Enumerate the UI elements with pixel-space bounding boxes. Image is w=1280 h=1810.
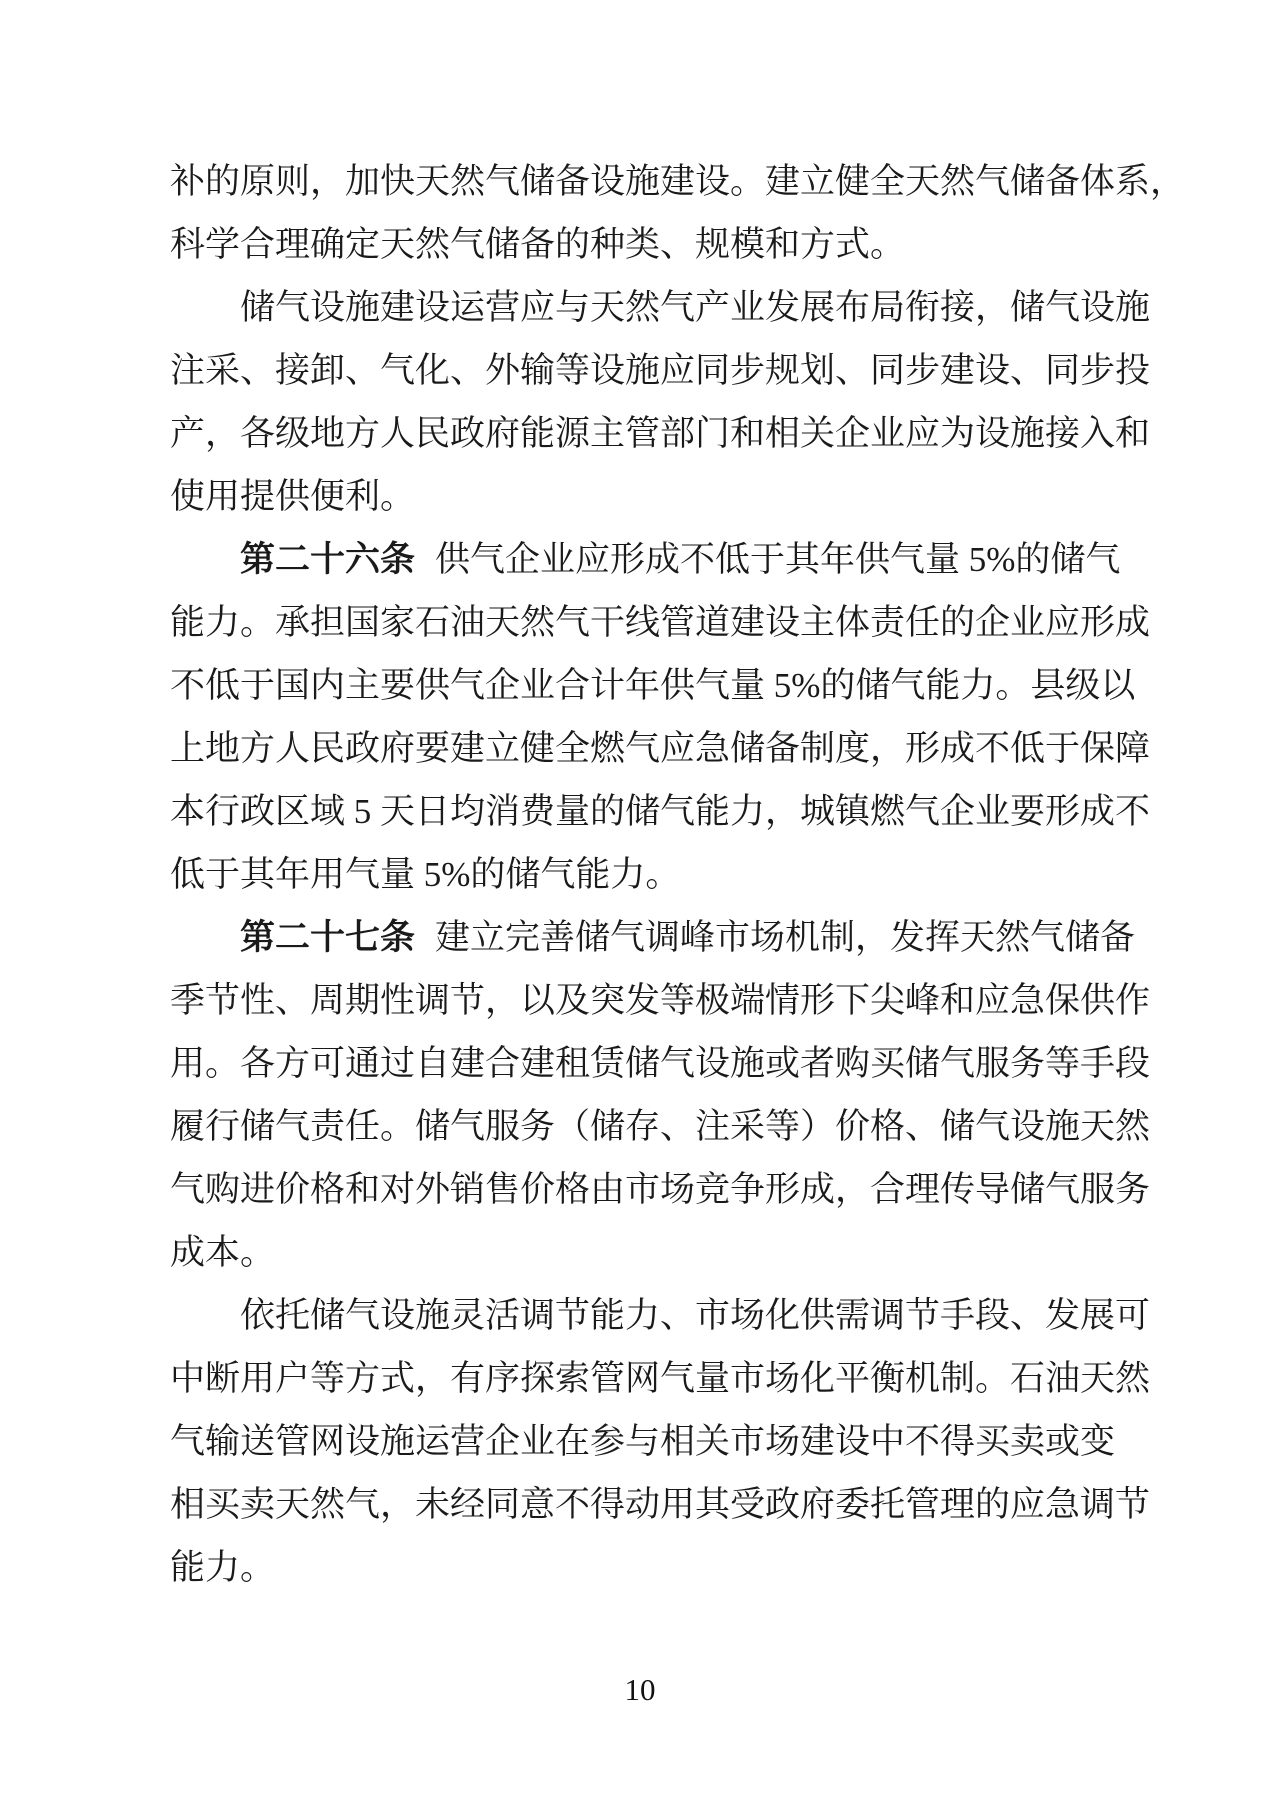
line-text: 成本。 <box>170 1233 276 1272</box>
article-number: 第二十七条 <box>240 918 416 957</box>
document-body <box>170 150 1186 1599</box>
line-text: 气购进价格和对外销售价格由市场竞争形成，合理传导储气服务 <box>170 1170 1151 1209</box>
line-text: 本行政区域 5 天日均消费量的储气能力，城镇燃气企业要形成不 <box>170 792 1151 831</box>
document-line <box>170 1536 1110 1599</box>
line-text: 季节性、周期性调节，以及突发等极端情形下尖峰和应急保供作 <box>170 981 1151 1020</box>
line-text: 履行储气责任。储气服务（储存、注采等）价格、储气设施天然 <box>170 1107 1151 1146</box>
document-line <box>170 1347 1151 1410</box>
line-text: 补的原则，加快天然气储备设施建设。建立健全天然气储备体系， <box>170 162 1186 201</box>
line-text: 科学合理确定天然气储备的种类、规模和方式。 <box>170 225 906 264</box>
line-text: 产，各级地方人民政府能源主管部门和相关企业应为设施接入和 <box>170 414 1151 453</box>
document-line <box>170 1410 1116 1473</box>
line-text: 上地方人民政府要建立健全燃气应急储备制度，形成不低于保障 <box>170 729 1151 768</box>
document-line <box>170 906 1136 969</box>
line-text: 用。各方可通过自建合建租赁储气设施或者购买储气服务等手段 <box>170 1044 1151 1083</box>
document-line <box>170 528 1121 591</box>
document-line <box>170 591 1151 654</box>
line-text: 储气设施建设运营应与天然气产业发展布局衔接，储气设施 <box>240 288 1151 327</box>
line-text: 低于其年用气量 5%的储气能力。 <box>170 855 681 894</box>
document-line <box>170 1158 1151 1221</box>
line-text: 供气企业应形成不低于其年供气量 5%的储气 <box>435 540 1121 579</box>
document-line <box>170 1221 1110 1284</box>
line-text: 能力。承担国家石油天然气干线管道建设主体责任的企业应形成 <box>170 603 1151 642</box>
document-line <box>170 213 1110 276</box>
line-text: 相买卖天然气，未经同意不得动用其受政府委托管理的应急调节 <box>170 1485 1151 1524</box>
document-line <box>170 1284 1151 1347</box>
line-text: 使用提供便利。 <box>170 477 416 516</box>
document-line <box>170 402 1151 465</box>
line-text: 依托储气设施灵活调节能力、市场化供需调节手段、发展可 <box>240 1296 1151 1335</box>
page-number: 10 <box>624 1672 656 1707</box>
line-text: 气输送管网设施运营企业在参与相关市场建设中不得买卖或变 <box>170 1422 1116 1461</box>
line-text: 能力。 <box>170 1548 276 1587</box>
document-line <box>170 339 1151 402</box>
document-line <box>170 465 1110 528</box>
line-text: 不低于国内主要供气企业合计年供气量 5%的储气能力。县级以 <box>170 666 1136 705</box>
document-line <box>170 780 1151 843</box>
line-text: 注采、接卸、气化、外输等设施应同步规划、同步建设、同步投 <box>170 351 1151 390</box>
document-line <box>170 1473 1151 1536</box>
document-line <box>170 150 1186 213</box>
document-line <box>170 276 1151 339</box>
document-line <box>170 843 1110 906</box>
document-line <box>170 969 1151 1032</box>
line-text: 建立完善储气调峰市场机制，发挥天然气储备 <box>435 918 1136 957</box>
document-line <box>170 717 1151 780</box>
line-text: 中断用户等方式，有序探索管网气量市场化平衡机制。石油天然 <box>170 1359 1151 1398</box>
article-number: 第二十六条 <box>240 540 416 579</box>
document-line <box>170 654 1136 717</box>
document-line <box>170 1095 1151 1158</box>
document-line <box>170 1032 1151 1095</box>
